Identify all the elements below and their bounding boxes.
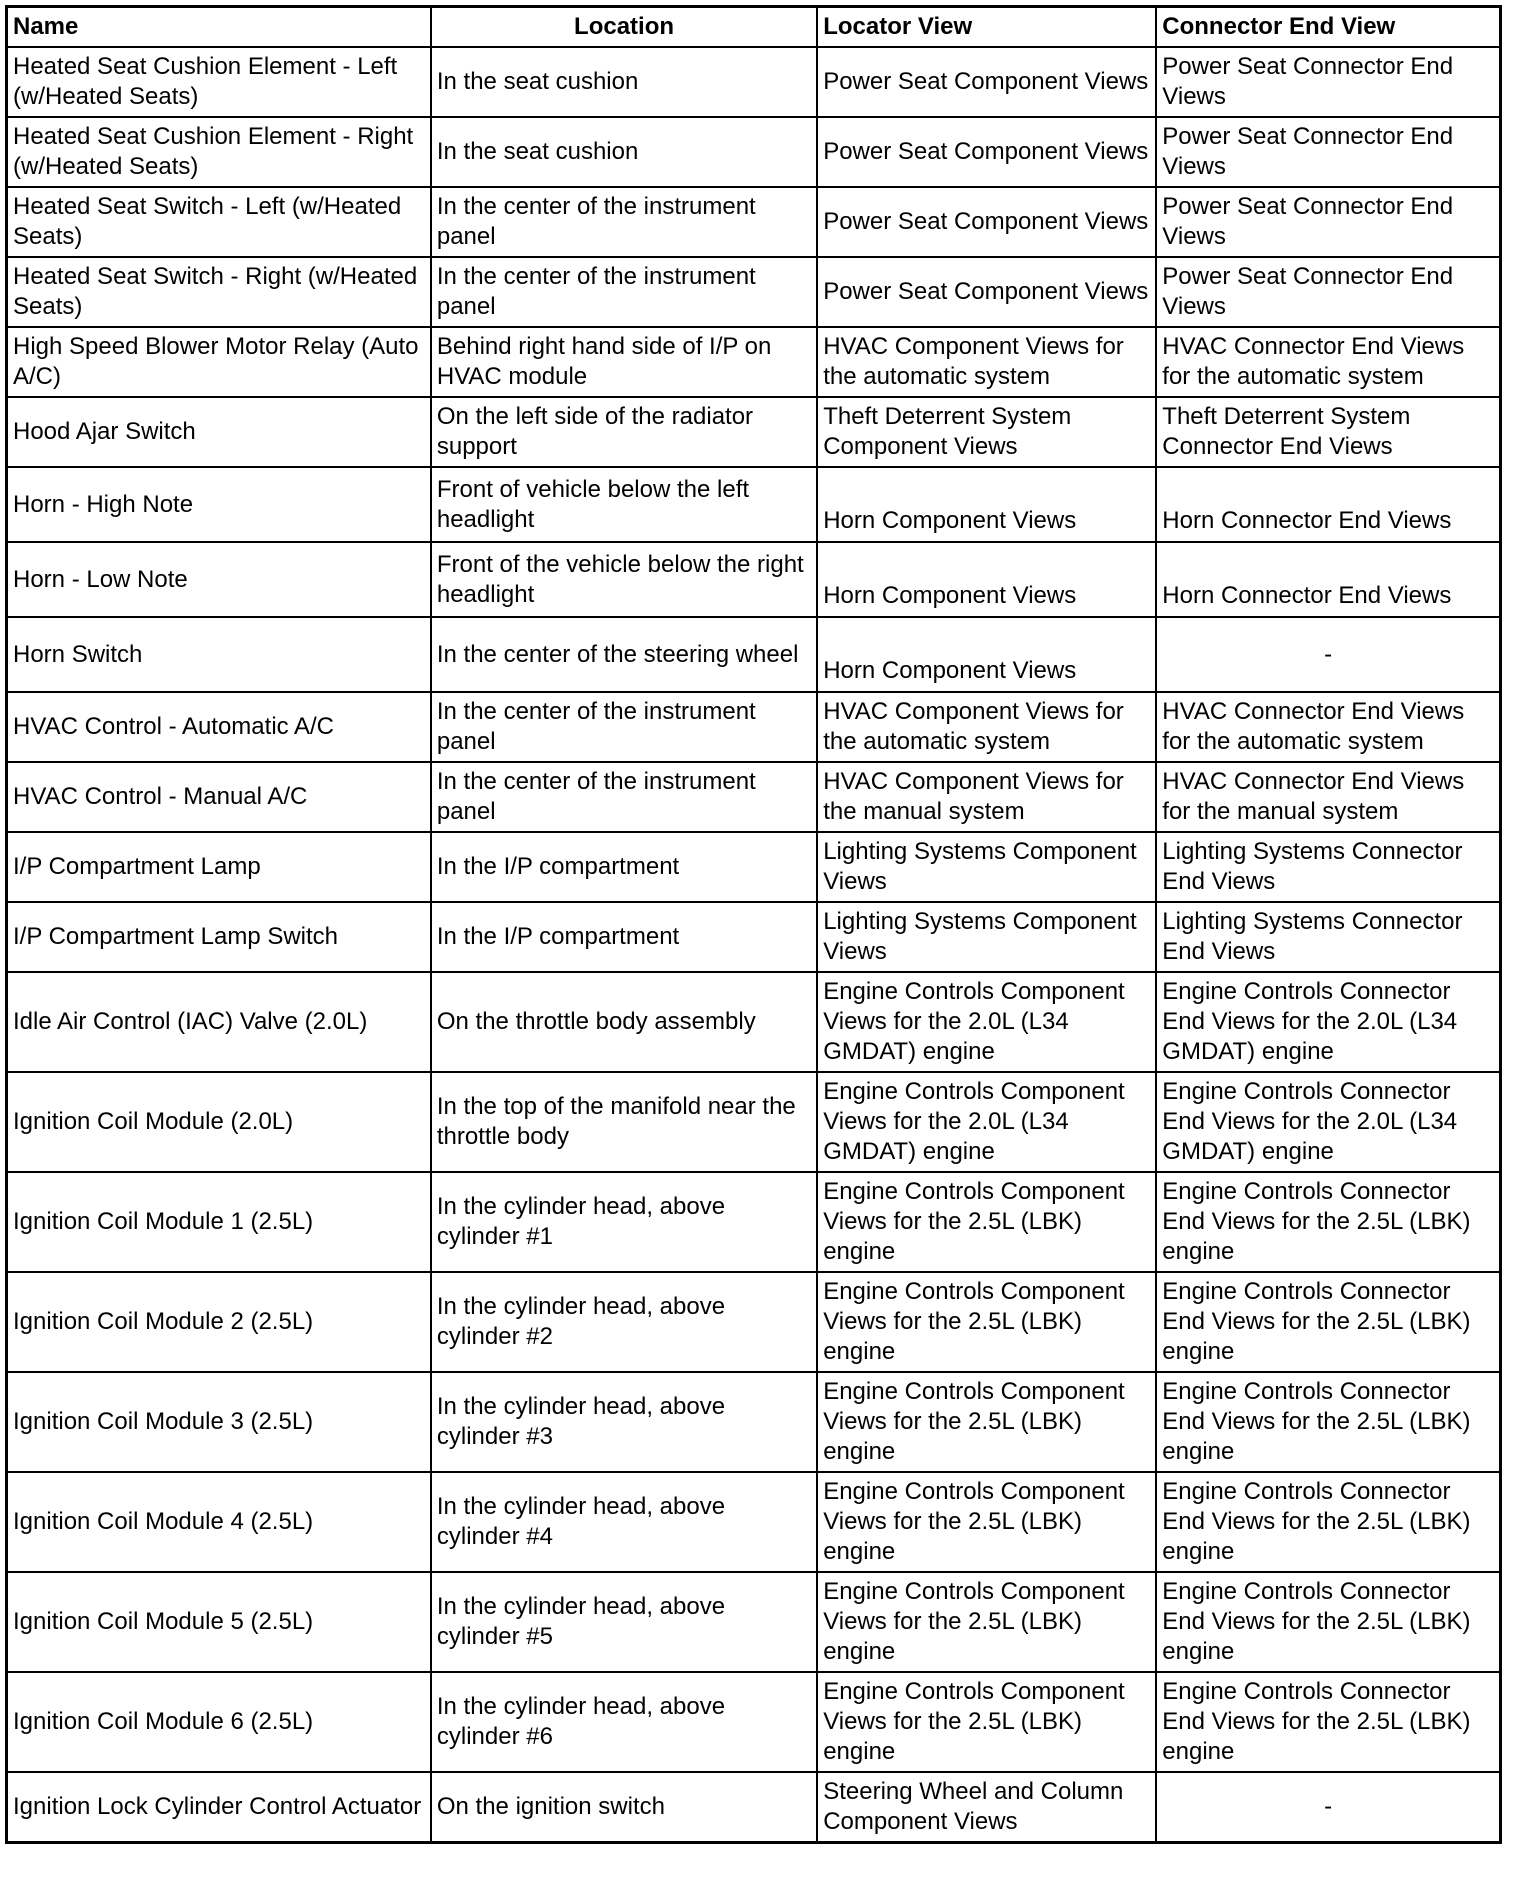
cell-location: In the cylinder head, above cylinder #6 [431,1672,817,1772]
cell-locator-view: Power Seat Component Views [817,47,1156,117]
cell-connector-end-view: Power Seat Connector End Views [1156,117,1500,187]
cell-name: Heated Seat Cushion Element - Right (w/Heated Seats) [7,117,431,187]
cell-name: Idle Air Control (IAC) Valve (2.0L) [7,972,431,1072]
cell-locator-view: Power Seat Component Views [817,257,1156,327]
table-row [7,1472,1501,1572]
cell-locator-view: Engine Controls Component Views for the 2.0L (L34 GMDAT) engine [817,1072,1156,1172]
cell-location: Front of the vehicle below the right headlight [431,542,817,617]
cell-name: Ignition Coil Module 6 (2.5L) [7,1672,431,1772]
cell-name: Ignition Coil Module (2.0L) [7,1072,431,1172]
header-name: Name [7,7,431,48]
cell-name: Heated Seat Switch - Left (w/Heated Seats) [7,187,431,257]
cell-name: HVAC Control - Manual A/C [7,762,431,832]
table-row [7,617,1501,692]
cell-location: In the top of the manifold near the throttle body [431,1072,817,1172]
cell-connector-end-view: - [1156,1772,1500,1843]
header-locator-view: Locator View [817,7,1156,48]
cell-locator-view: Engine Controls Component Views for the 2.0L (L34 GMDAT) engine [817,972,1156,1072]
cell-connector-end-view: Engine Controls Connector End Views for the 2.5L (LBK) engine [1156,1172,1500,1272]
table-row [7,397,1501,467]
table-row [7,1072,1501,1172]
cell-name: I/P Compartment Lamp Switch [7,902,431,972]
cell-locator-view: Horn Component Views [817,542,1156,617]
cell-connector-end-view: Horn Connector End Views [1156,542,1500,617]
cell-locator-view: Horn Component Views [817,467,1156,542]
cell-name: Heated Seat Cushion Element - Left (w/Heated Seats) [7,47,431,117]
cell-locator-view: Theft Deterrent System Component Views [817,397,1156,467]
cell-location: In the seat cushion [431,47,817,117]
cell-location: In the I/P compartment [431,902,817,972]
cell-name: High Speed Blower Motor Relay (Auto A/C) [7,327,431,397]
cell-connector-end-view: Engine Controls Connector End Views for the 2.5L (LBK) engine [1156,1372,1500,1472]
cell-locator-view: Engine Controls Component Views for the 2.5L (LBK) engine [817,1572,1156,1672]
cell-name: Ignition Coil Module 1 (2.5L) [7,1172,431,1272]
table-row [7,1772,1501,1843]
cell-location: In the cylinder head, above cylinder #1 [431,1172,817,1272]
table-row [7,762,1501,832]
table-row [7,327,1501,397]
table-row [7,1272,1501,1372]
cell-location: On the left side of the radiator support [431,397,817,467]
component-location-table [5,5,1502,1844]
cell-locator-view: Engine Controls Component Views for the 2.5L (LBK) engine [817,1472,1156,1572]
cell-connector-end-view: Engine Controls Connector End Views for the 2.0L (L34 GMDAT) engine [1156,1072,1500,1172]
cell-connector-end-view: Engine Controls Connector End Views for the 2.5L (LBK) engine [1156,1472,1500,1572]
table-row [7,1172,1501,1272]
cell-name: Horn - Low Note [7,542,431,617]
cell-location: In the center of the instrument panel [431,187,817,257]
cell-connector-end-view: Engine Controls Connector End Views for the 2.5L (LBK) engine [1156,1572,1500,1672]
cell-name: Heated Seat Switch - Right (w/Heated Seats) [7,257,431,327]
cell-name: Hood Ajar Switch [7,397,431,467]
cell-locator-view: Power Seat Component Views [817,117,1156,187]
cell-locator-view: Horn Component Views [817,617,1156,692]
cell-location: In the center of the instrument panel [431,257,817,327]
cell-connector-end-view: Horn Connector End Views [1156,467,1500,542]
table-row [7,467,1501,542]
cell-name: Horn - High Note [7,467,431,542]
table-row [7,692,1501,762]
cell-connector-end-view: Engine Controls Connector End Views for the 2.5L (LBK) engine [1156,1672,1500,1772]
cell-locator-view: Steering Wheel and Column Component Views [817,1772,1156,1843]
cell-location: In the I/P compartment [431,832,817,902]
cell-locator-view: HVAC Component Views for the automatic system [817,692,1156,762]
cell-locator-view: HVAC Component Views for the automatic system [817,327,1156,397]
cell-location: Front of vehicle below the left headlight [431,467,817,542]
cell-name: Horn Switch [7,617,431,692]
cell-connector-end-view: Power Seat Connector End Views [1156,187,1500,257]
table-row [7,117,1501,187]
cell-location: In the cylinder head, above cylinder #5 [431,1572,817,1672]
table-row [7,832,1501,902]
cell-connector-end-view: Lighting Systems Connector End Views [1156,832,1500,902]
table-row [7,1372,1501,1472]
cell-location: In the center of the instrument panel [431,762,817,832]
cell-name: Ignition Coil Module 3 (2.5L) [7,1372,431,1472]
table-row [7,187,1501,257]
cell-name: HVAC Control - Automatic A/C [7,692,431,762]
cell-connector-end-view: Power Seat Connector End Views [1156,47,1500,117]
cell-name: Ignition Coil Module 2 (2.5L) [7,1272,431,1372]
cell-locator-view: Lighting Systems Component Views [817,902,1156,972]
header-location: Location [431,7,817,48]
cell-locator-view: Engine Controls Component Views for the 2.5L (LBK) engine [817,1372,1156,1472]
cell-location: In the center of the steering wheel [431,617,817,692]
table-row [7,1672,1501,1772]
cell-locator-view: Engine Controls Component Views for the 2.5L (LBK) engine [817,1272,1156,1372]
cell-location: In the cylinder head, above cylinder #4 [431,1472,817,1572]
cell-connector-end-view: HVAC Connector End Views for the automatic system [1156,692,1500,762]
cell-connector-end-view: HVAC Connector End Views for the manual system [1156,762,1500,832]
table-row [7,542,1501,617]
cell-location: In the center of the instrument panel [431,692,817,762]
cell-locator-view: HVAC Component Views for the manual system [817,762,1156,832]
cell-name: Ignition Coil Module 5 (2.5L) [7,1572,431,1672]
cell-locator-view: Engine Controls Component Views for the 2.5L (LBK) engine [817,1672,1156,1772]
cell-connector-end-view: - [1156,617,1500,692]
table-header [7,7,1501,48]
cell-name: I/P Compartment Lamp [7,832,431,902]
table-row [7,972,1501,1072]
cell-connector-end-view: HVAC Connector End Views for the automatic system [1156,327,1500,397]
table-body [7,47,1501,1843]
cell-location: On the ignition switch [431,1772,817,1843]
cell-location: In the seat cushion [431,117,817,187]
header-connector-end-view: Connector End View [1156,7,1500,48]
cell-locator-view: Power Seat Component Views [817,187,1156,257]
cell-connector-end-view: Power Seat Connector End Views [1156,257,1500,327]
cell-location: In the cylinder head, above cylinder #2 [431,1272,817,1372]
cell-connector-end-view: Lighting Systems Connector End Views [1156,902,1500,972]
cell-locator-view: Engine Controls Component Views for the 2.5L (LBK) engine [817,1172,1156,1272]
cell-connector-end-view: Engine Controls Connector End Views for the 2.5L (LBK) engine [1156,1272,1500,1372]
cell-location: In the cylinder head, above cylinder #3 [431,1372,817,1472]
cell-locator-view: Lighting Systems Component Views [817,832,1156,902]
cell-location: On the throttle body assembly [431,972,817,1072]
table-row [7,1572,1501,1672]
cell-connector-end-view: Engine Controls Connector End Views for the 2.0L (L34 GMDAT) engine [1156,972,1500,1072]
cell-name: Ignition Lock Cylinder Control Actuator [7,1772,431,1843]
table-row [7,902,1501,972]
table-row [7,257,1501,327]
cell-connector-end-view: Theft Deterrent System Connector End Views [1156,397,1500,467]
header-row [7,7,1501,48]
cell-name: Ignition Coil Module 4 (2.5L) [7,1472,431,1572]
table-row [7,47,1501,117]
cell-location: Behind right hand side of I/P on HVAC module [431,327,817,397]
